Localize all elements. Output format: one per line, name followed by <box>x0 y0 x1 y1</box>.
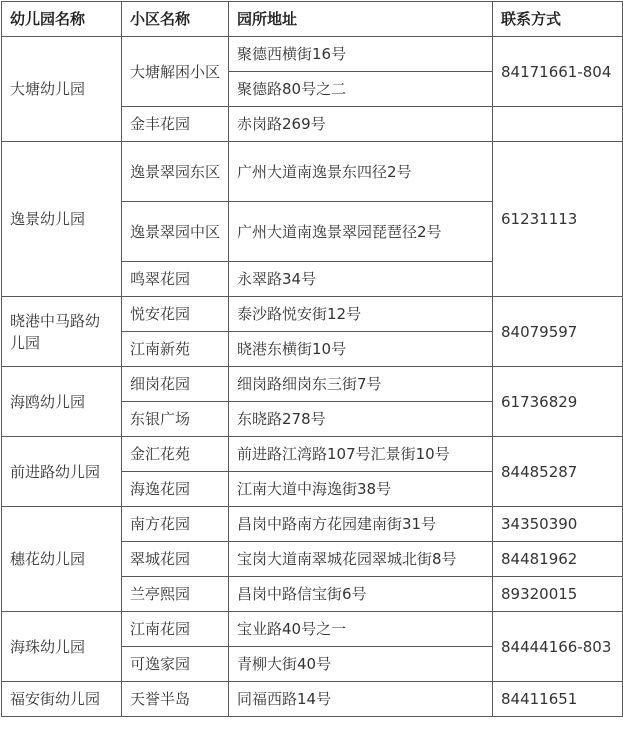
kindergarten-name-cell: 穗花幼儿园 <box>2 507 122 612</box>
table-row <box>2 682 623 717</box>
kindergarten-name-cell: 晓港中马路幼儿园 <box>2 297 122 367</box>
header-community-name: 小区名称 <box>122 2 229 37</box>
community-cell: 逸景翠园中区 <box>122 202 229 262</box>
address-cell: 昌岗中路南方花园建南街31号 <box>229 507 493 542</box>
table-row <box>2 297 623 332</box>
community-cell: 天誉半岛 <box>122 682 229 717</box>
address-cell: 聚德路80号之二 <box>229 72 493 107</box>
header-row <box>2 2 623 37</box>
community-cell: 悦安花园 <box>122 297 229 332</box>
contact-cell: 89320015 <box>493 577 623 612</box>
address-cell: 广州大道南逸景翠园琵琶径2号 <box>229 202 493 262</box>
kindergarten-name-cell: 海鸥幼儿园 <box>2 367 122 437</box>
community-cell: 大塘解困小区 <box>122 37 229 107</box>
contact-cell: 84485287 <box>493 437 623 507</box>
contact-cell: 84171661-804 <box>493 37 623 107</box>
community-cell: 细岗花园 <box>122 367 229 402</box>
table-row <box>2 612 623 647</box>
address-cell: 东晓路278号 <box>229 402 493 437</box>
contact-cell: 61231113 <box>493 142 623 297</box>
community-cell: 翠城花园 <box>122 542 229 577</box>
header-kindergarten-name: 幼儿园名称 <box>2 2 122 37</box>
address-cell: 青柳大街40号 <box>229 647 493 682</box>
table-row <box>2 37 623 72</box>
header-address: 园所地址 <box>229 2 493 37</box>
address-cell: 永翠路34号 <box>229 262 493 297</box>
contact-cell-empty <box>493 107 623 142</box>
community-cell: 逸景翠园东区 <box>122 142 229 202</box>
contact-cell: 34350390 <box>493 507 623 542</box>
table-row <box>2 507 623 542</box>
kindergarten-name-cell: 海珠幼儿园 <box>2 612 122 682</box>
contact-cell: 61736829 <box>493 367 623 437</box>
address-cell: 宝业路40号之一 <box>229 612 493 647</box>
community-cell: 兰亭熙园 <box>122 577 229 612</box>
community-cell: 东银广场 <box>122 402 229 437</box>
community-cell: 江南花园 <box>122 612 229 647</box>
contact-cell: 84444166-803 <box>493 612 623 682</box>
address-cell: 晓港东横街10号 <box>229 332 493 367</box>
community-cell: 可逸家园 <box>122 647 229 682</box>
header-contact: 联系方式 <box>493 2 623 37</box>
community-cell: 鸣翠花园 <box>122 262 229 297</box>
address-cell: 赤岗路269号 <box>229 107 493 142</box>
kindergarten-name-cell: 前进路幼儿园 <box>2 437 122 507</box>
address-cell: 泰沙路悦安街12号 <box>229 297 493 332</box>
contact-cell: 84481962 <box>493 542 623 577</box>
contact-cell: 84411651 <box>493 682 623 717</box>
address-cell: 宝岗大道南翠城花园翠城北街8号 <box>229 542 493 577</box>
address-cell: 昌岗中路信宝街6号 <box>229 577 493 612</box>
kindergarten-name-cell: 大塘幼儿园 <box>2 37 122 142</box>
community-cell: 金汇花苑 <box>122 437 229 472</box>
address-cell: 细岗路细岗东三街7号 <box>229 367 493 402</box>
table-row <box>2 142 623 202</box>
address-cell: 广州大道南逸景东四径2号 <box>229 142 493 202</box>
kindergarten-name-cell: 福安街幼儿园 <box>2 682 122 717</box>
kindergarten-name-cell: 逸景幼儿园 <box>2 142 122 297</box>
address-cell: 前进路江湾路107号汇景街10号 <box>229 437 493 472</box>
address-cell: 江南大道中海逸街38号 <box>229 472 493 507</box>
contact-cell: 84079597 <box>493 297 623 367</box>
community-cell: 金丰花园 <box>122 107 229 142</box>
address-cell: 聚德西横街16号 <box>229 37 493 72</box>
community-cell: 海逸花园 <box>122 472 229 507</box>
community-cell: 南方花园 <box>122 507 229 542</box>
address-cell: 同福西路14号 <box>229 682 493 717</box>
table-row <box>2 367 623 402</box>
community-cell: 江南新苑 <box>122 332 229 367</box>
table-row <box>2 437 623 472</box>
kindergarten-table <box>1 1 623 717</box>
